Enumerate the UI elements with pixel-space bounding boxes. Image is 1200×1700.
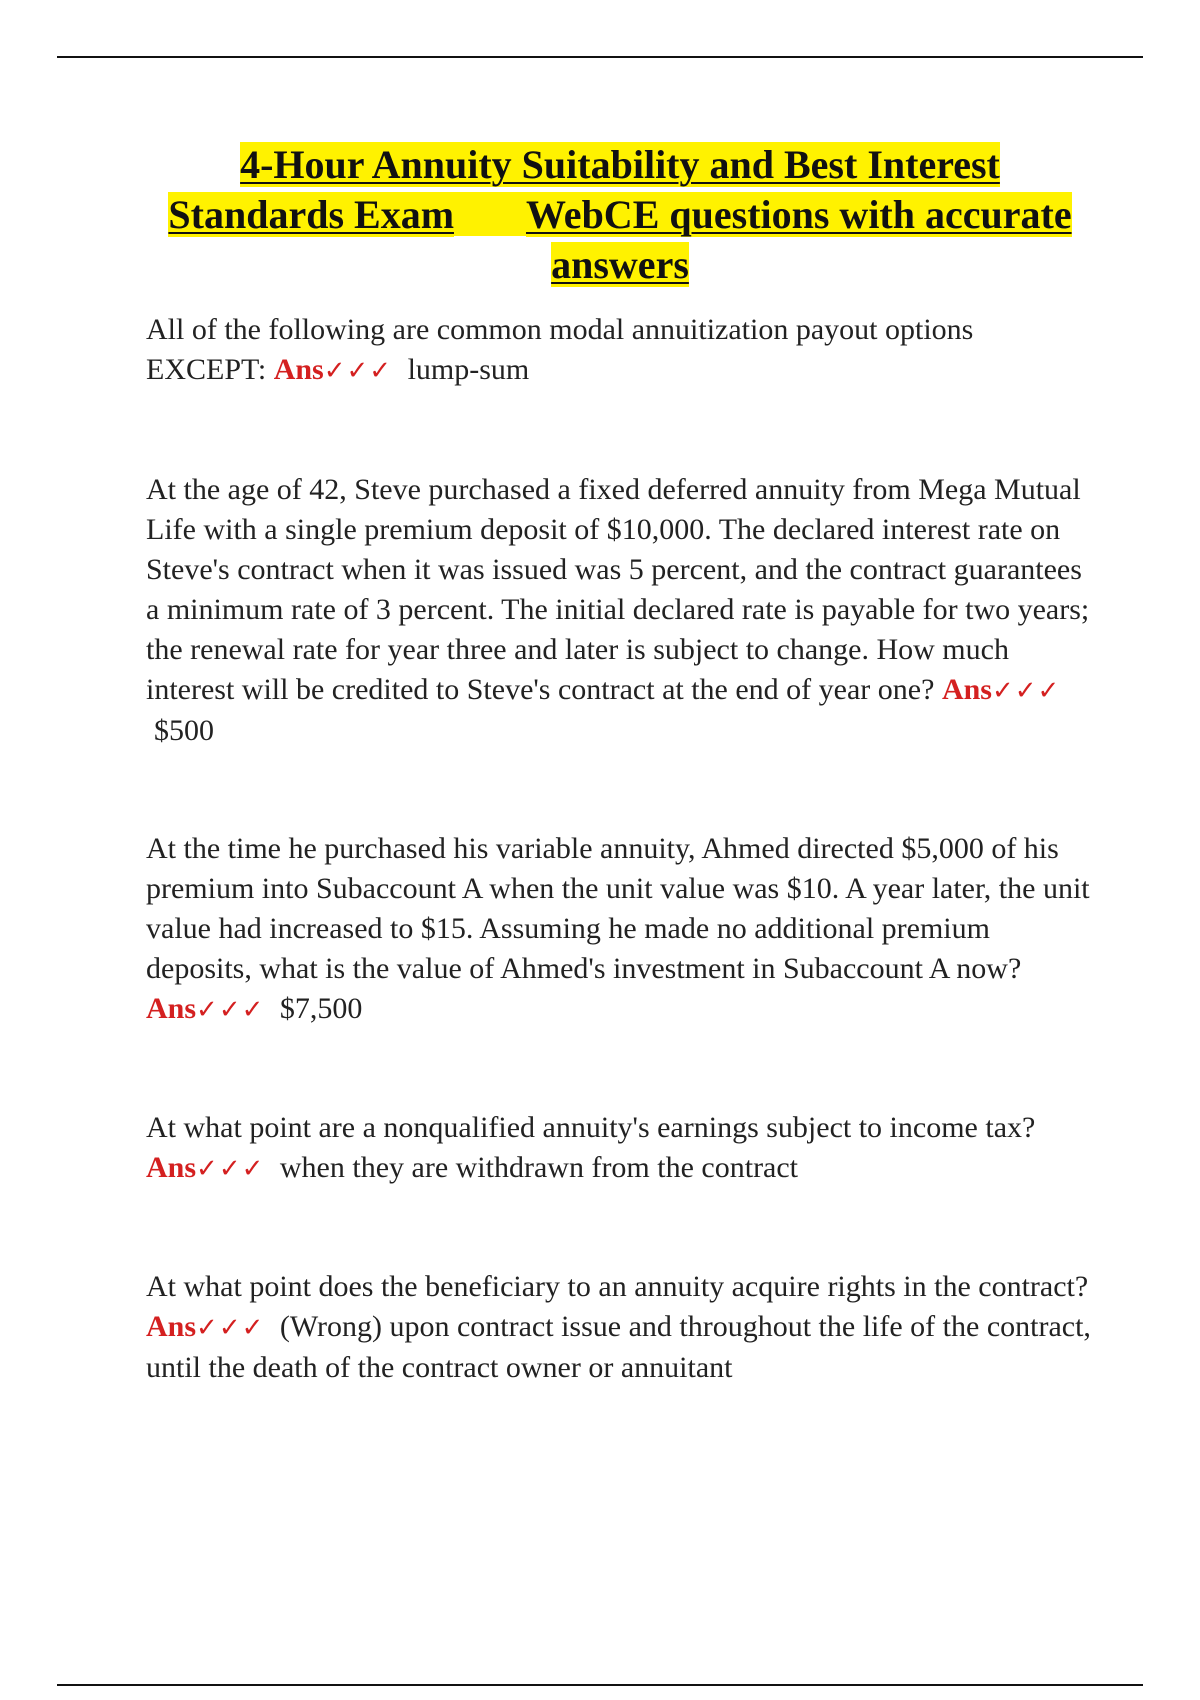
checkmark-icon: ✓✓✓ — [196, 1154, 265, 1184]
document-title — [130, 140, 1110, 290]
title-line-3: answers — [551, 242, 689, 287]
checkmark-icon: ✓✓✓ — [323, 356, 393, 386]
question-text: At what point are a nonqualified annuity's earnings subject to income tax? — [146, 1111, 1036, 1144]
answer-label: Ans — [146, 992, 197, 1025]
top-rule — [57, 56, 1143, 58]
checkmark-icon: ✓✓✓ — [991, 676, 1061, 706]
title-line-1: 4-Hour Annuity Suitability and Best Interest — [240, 142, 1000, 187]
answer-text: $500 — [154, 714, 214, 747]
answer-label: Ans — [146, 1151, 197, 1184]
title-line-2a: Standards Exam — [168, 192, 455, 237]
qa-item-5 — [146, 1267, 1096, 1388]
qa-item-4 — [146, 1108, 1096, 1189]
title-line-2b: WebCE questions with accurate — [526, 192, 1072, 237]
answer-text: (Wrong) upon contract issue and throughout the life of the contract, until the death of the contract owner or annuitant — [146, 1310, 1091, 1384]
qa-item-3 — [146, 829, 1096, 1030]
question-text: All of the following are common modal annuitization payout options EXCEPT: — [146, 313, 974, 386]
bottom-rule — [57, 1684, 1143, 1686]
checkmark-icon: ✓✓✓ — [196, 995, 265, 1025]
answer-label: Ans — [941, 673, 992, 706]
answer-text: when they are withdrawn from the contract — [279, 1151, 799, 1184]
answer-label: Ans — [146, 1310, 197, 1343]
checkmark-icon: ✓✓✓ — [196, 1313, 265, 1343]
question-text: At the time he purchased his variable annuity, Ahmed directed $5,000 of his premium into Subaccount A when the unit value was $10. A year later, the unit value had increased to $15. Assuming he made no additional premium deposits, what is the value of Ahmed's investment in Subaccount A now? — [146, 832, 1090, 985]
question-text: At the age of 42, Steve purchased a fixed deferred annuity from Mega Mutual Life with a single premium deposit of $10,000. The declared interest rate on Steve's contract when it was issued was 5 percent, and the contract guarantees a minimum rate of 3 percent. The initial declared rate is payable for two years; the renewal rate for year three and later is subject to change. How much interest will be credited to Steve's contract at the end of year one? — [146, 473, 1090, 706]
qa-item-1 — [146, 310, 1096, 391]
question-text: At what point does the beneficiary to an annuity acquire rights in the contract? — [146, 1270, 1089, 1303]
answer-label: Ans — [273, 353, 324, 386]
answer-text: $7,500 — [279, 992, 363, 1025]
qa-item-2 — [146, 470, 1096, 751]
title-gap — [454, 192, 526, 236]
answer-text: lump-sum — [407, 353, 530, 386]
